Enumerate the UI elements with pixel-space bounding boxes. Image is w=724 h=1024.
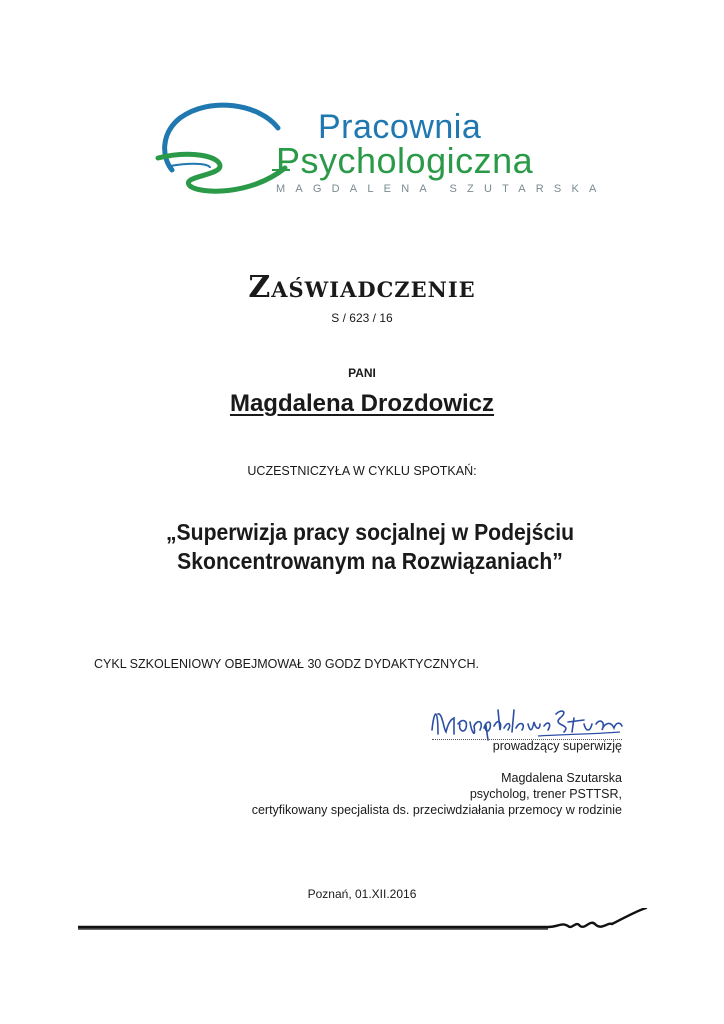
participation-statement: UCZESTNICZYŁA W CYKLU SPOTKAŃ: — [247, 464, 477, 478]
logo-line2: Psychologiczna — [276, 140, 534, 181]
logo-mark-icon — [150, 98, 290, 208]
logo-subtitle: MAGDALENA SZUTARSKA — [276, 183, 607, 195]
salutation: PANI — [348, 366, 376, 380]
signatory-name: Magdalena Szutarska — [501, 771, 622, 785]
signature-caption: prowadzący superwizję — [492, 739, 622, 753]
signatory-certification: certyfikowany specjalista ds. przeciwdziałania przemocy w rodzinie — [251, 803, 622, 817]
handwritten-signature — [428, 700, 624, 744]
course-title-line1: „Superwizja pracy socjalnej w Podejściu — [165, 519, 575, 545]
course-hours: CYKL SZKOLENIOWY OBEJMOWAŁ 30 GODZ DYDAKTYCZNYCH. — [94, 657, 480, 671]
decorative-bottom-line — [78, 908, 648, 932]
document-number: S / 623 / 16 — [331, 311, 393, 325]
signatory-block — [0, 770, 622, 818]
course-title-line2: Skoncentrowanym na Rozwiązaniach” — [177, 548, 563, 574]
recipient-name: Magdalena Drozdowicz — [229, 390, 495, 417]
issue-date: Poznań, 01.XII.2016 — [307, 887, 417, 901]
course-title — [122, 518, 619, 576]
document-title: Zaświadczenie — [248, 270, 476, 305]
logo-line1: Pracownia — [318, 108, 482, 146]
signatory-role: psycholog, trener PSTTSR, — [469, 787, 622, 801]
recipient-name-row — [0, 390, 724, 418]
